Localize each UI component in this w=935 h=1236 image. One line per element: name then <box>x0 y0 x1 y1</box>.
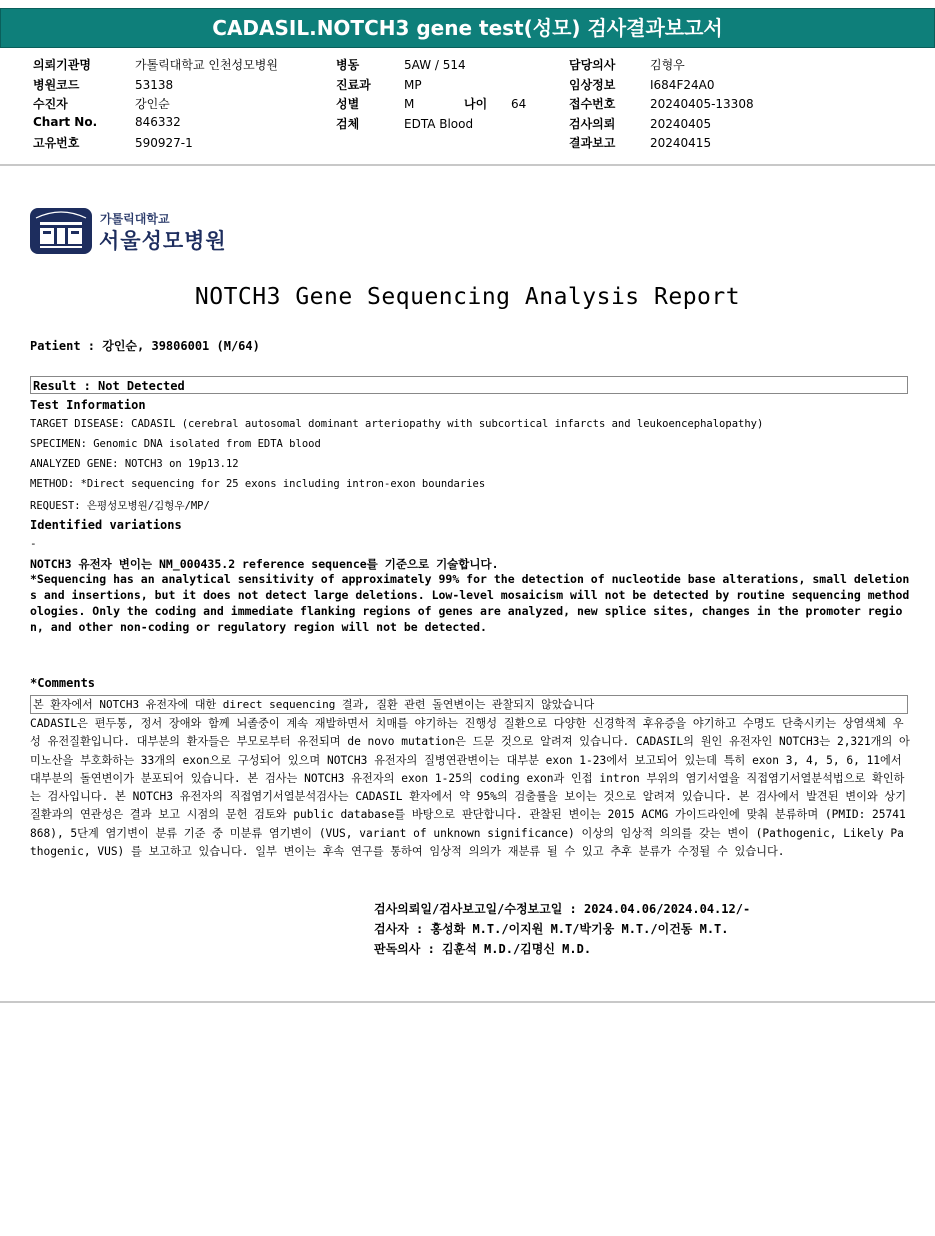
meta-value: 846332 <box>135 114 181 129</box>
meta-row <box>336 76 526 96</box>
meta-value: 20240415 <box>650 136 712 150</box>
comment-body: CADASIL은 편두통, 정서 장애와 함께 뇌졸중이 계속 재발하면서 치매를 야기하는 진행성 질환으로 다양한 신경학적 후유증을 야기하고 수명도 단축시키는 상염색체 우성 유전질환입니다. 대부분의 환자들은 부모로부터 유전되며 de novo mutation은 드문 것으로 알려져 있습니다. CADASIL의 원인 유전자인 NOTCH3는 2,321개의 아미노산을 부호화하는 33개의 exon으로 구성되어 있으며 NOTCH3 유전자의 질병연관변이는 대부분 exon 1-23에서 보고되어 있는데 특히 exon 3, 4, 5, 6, 11에서 대부분의 돌연변이가 분포되어 있습니다. 본 검사는 NOTCH3 유전자의 exon 1-25의 coding exon과 인접 intron 부위의 염기서열을 직접염기서열분석법으로 확인하는 검사입니다. 본 NOTCH3 유전자의 직접염기서열분석검사는 CADASIL 환자에서 약 95%의 검출률을 보이는 것으로 알려져 있습니다. 본 검사에서 발견된 변이와 상기 질환과의 연관성은 결과 보고 시점의 문헌 검토와 public database를 바탕으로 판단합니다. 관찰된 변이는 2015 ACMG 가이드라인에 맞춰 분류하며 (PMID: 25741868), 5단계 염기변이 분류 기준 중 미분류 염기변이 (VUS, variant of unknown significance) 이상의 임상적 의의를 갖는 변이 (Pathogenic, Likely Pathogenic, VUS) 를 보고하고 있습니다. 일부 변이는 후속 연구를 통하여 임상적 의의가 재분류 될 수 있고 추후 분류가 수정될 수 있습니다. <box>30 717 910 859</box>
meta-label: 병원코드 <box>33 77 80 92</box>
divider <box>0 1001 935 1003</box>
identified-variations-heading: Identified variations <box>30 518 182 532</box>
meta-row <box>336 115 526 135</box>
hospital-logo <box>30 208 230 256</box>
meta-row <box>336 95 526 115</box>
meta-label: 수진자 <box>33 97 68 111</box>
test-information-heading: Test Information <box>30 398 146 412</box>
report-header-title: CADASIL.NOTCH3 gene test(성모) 검사결과보고서 <box>0 8 935 48</box>
logo-university-name: 가톨릭대학교 <box>100 212 170 226</box>
meta-label: 임상정보 <box>569 77 616 92</box>
meta-value: M <box>404 97 415 111</box>
request: REQUEST: 은평성모병원/김형우/MP/ <box>30 500 210 512</box>
reading-physicians: 판독의사 : 김훈석 M.D./김명신 M.D. <box>374 942 592 956</box>
meta-row <box>33 134 278 154</box>
analyzed-gene: ANALYZED GENE: NOTCH3 on 19p13.12 <box>30 458 239 470</box>
meta-value: 5AW / 514 <box>404 58 466 72</box>
meta-row <box>336 56 526 76</box>
meta-label: 검사의뢰 <box>569 116 616 131</box>
specimen: SPECIMEN: Genomic DNA isolated from EDTA blood <box>30 438 321 450</box>
meta-value: 가톨릭대학교 인천성모병원 <box>135 58 278 72</box>
divider <box>0 164 935 166</box>
meta-column-ward <box>336 56 526 134</box>
comments-heading: *Comments <box>30 676 96 690</box>
meta-value: 20240405-13308 <box>650 97 754 111</box>
meta-row <box>569 56 754 76</box>
meta-value: EDTA Blood <box>404 116 474 131</box>
patient-line: Patient : 강인순, 39806001 (M/64) <box>30 339 260 353</box>
meta-label: 성별 <box>336 97 360 111</box>
meta-column-doctor <box>569 56 754 154</box>
meta-value: 20240405 <box>650 116 712 131</box>
meta-label: 결과보고 <box>569 136 616 150</box>
sequencing-disclaimer: *Sequencing has an analytical sensitivity of approximately 99% for the detection of nucleotide base alterations, small deletions and insertions, but it does not detect large deletions. Low-level mosaicism will not be detected by routine sequencing methodologies. Only the coding and immediate flanking regions of genes are analyzed, new splice sites, changes in the promoter region, and other non-coding or regulatory region will not be detected. <box>30 572 910 634</box>
meta-row <box>569 76 754 96</box>
meta-row <box>569 95 754 115</box>
hospital-emblem-icon <box>30 208 92 254</box>
age-value: 64 <box>511 97 527 111</box>
meta-label: 병동 <box>336 58 360 72</box>
meta-label: 의뢰기관명 <box>33 58 91 72</box>
meta-row <box>33 76 278 96</box>
logo-hospital-name: 서울성모병원 <box>99 229 227 253</box>
report-title: NOTCH3 Gene Sequencing Analysis Report <box>194 284 741 310</box>
meta-value: 590927-1 <box>135 136 193 150</box>
examiners: 검사자 : 홍성화 M.T./이지원 M.T/박기웅 M.T./이건동 M.T. <box>374 922 729 936</box>
meta-label: Chart No. <box>33 114 98 129</box>
meta-label: 담당의사 <box>569 58 616 72</box>
meta-row <box>33 115 278 135</box>
reference-note: NOTCH3 유전자 변이는 NM_000435.2 reference sequence를 기준으로 기술합니다. <box>30 557 499 571</box>
comment-summary-box: 본 환자에서 NOTCH3 유전자에 대한 direct sequencing 결과, 질환 관련 돌연변이는 관찰되지 않았습니다 <box>30 695 908 714</box>
meta-row <box>569 115 754 135</box>
meta-label: 고유번호 <box>33 136 80 150</box>
meta-row <box>33 95 278 115</box>
meta-row <box>569 134 754 154</box>
identified-variations-value: - <box>30 537 37 550</box>
age-label: 나이 <box>464 97 488 111</box>
meta-value: I684F24A0 <box>650 77 715 92</box>
meta-column-patient <box>33 56 278 154</box>
report-dates: 검사의뢰일/검사보고일/수정보고일 : 2024.04.06/2024.04.12/- <box>374 902 751 916</box>
meta-value: 강인순 <box>135 97 170 111</box>
meta-label: 진료과 <box>336 77 371 92</box>
meta-value: 53138 <box>135 77 174 92</box>
target-disease: TARGET DISEASE: CADASIL (cerebral autosomal dominant arteriopathy with subcortical infarcts and leukoencephalopathy) <box>30 418 764 430</box>
meta-value: 김형우 <box>650 58 685 72</box>
meta-label: 검체 <box>336 116 360 131</box>
meta-label: 접수번호 <box>569 97 616 111</box>
method: METHOD: *Direct sequencing for 25 exons including intron-exon boundaries <box>30 478 486 490</box>
result-box: Result : Not Detected <box>30 376 908 394</box>
meta-row <box>33 56 278 76</box>
meta-value: MP <box>404 77 422 92</box>
